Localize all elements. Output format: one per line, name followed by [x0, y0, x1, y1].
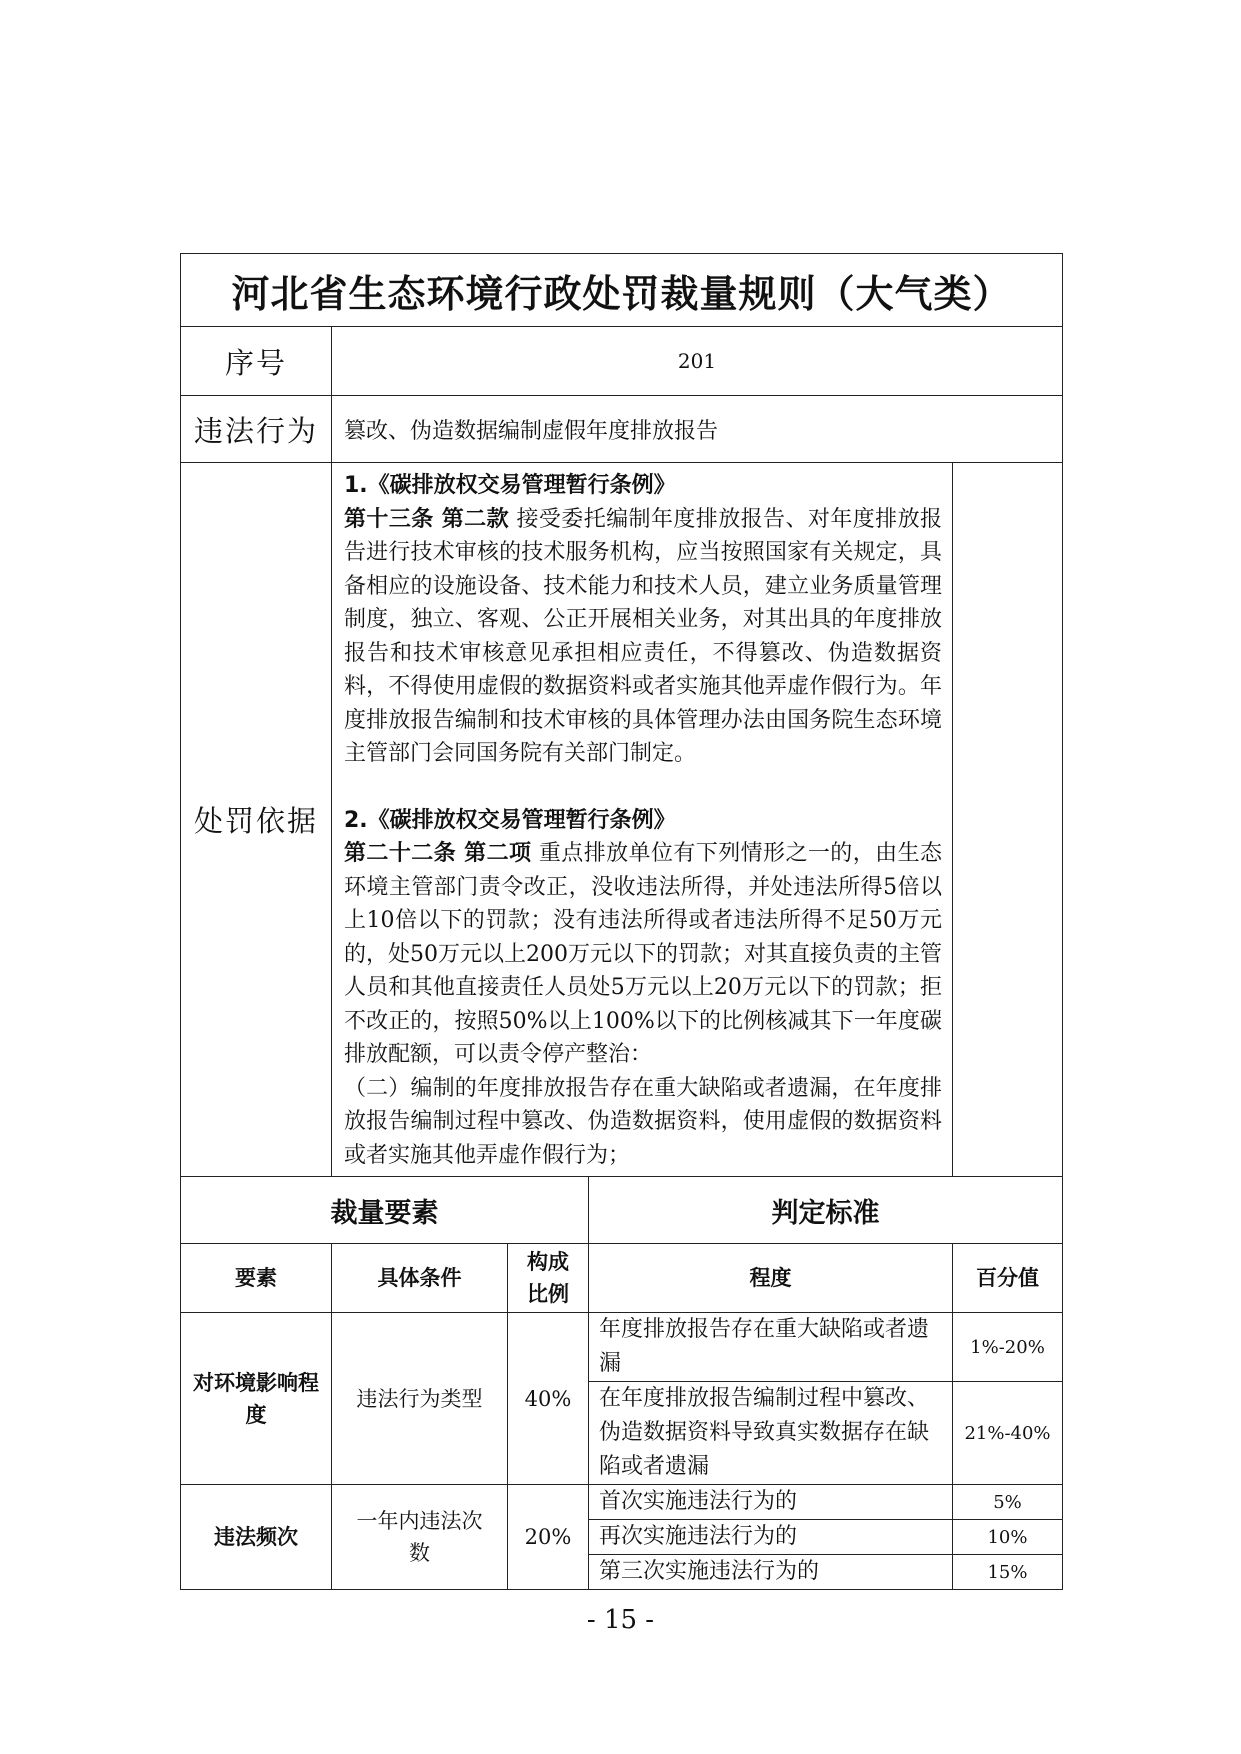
factor-1-ratio: 40% — [508, 1313, 589, 1485]
factor-1-name: 对环境影响程度 — [181, 1313, 332, 1485]
factor-2-name: 违法频次 — [181, 1485, 332, 1590]
factor-1-condition: 违法行为类型 — [332, 1313, 508, 1485]
violation-label: 违法行为 — [181, 396, 332, 463]
basis-item2-title: 2.《碳排放权交易管理暂行条例》 — [344, 807, 676, 833]
section-header-factors: 裁量要素 — [181, 1177, 589, 1244]
factor-2-percent-3: 15% — [953, 1555, 1063, 1590]
col-condition: 具体条件 — [332, 1244, 508, 1313]
factor-2-percent-2: 10% — [953, 1520, 1063, 1555]
factor-2-degree-2: 再次实施违法行为的 — [589, 1520, 953, 1555]
factor-1-degree-1: 年度排放报告存在重大缺陷或者遗漏 — [589, 1313, 953, 1382]
serial-value: 201 — [332, 327, 1063, 396]
col-degree: 程度 — [589, 1244, 953, 1313]
basis-item2-sub: （二）编制的年度排放报告存在重大缺陷或者遗漏，在年度排放报告编制过程中篡改、伪造数据资料，使用虚假的数据资料或者实施其他弄虚作假行为； — [344, 1075, 942, 1168]
basis-item2-text: 重点排放单位有下列情形之一的，由生态环境主管部门责令改正，没收违法所得，并处违法所得5倍以上10倍以下的罚款；没有违法所得或者违法所得不足50万元的，处50万元以上200万元以下的罚款；对其直接负责的主管人员和其他直接责任人员处5万元以上20万元以下的罚款；拒不改正的，按照50%以上100%以下的比例核减其下一年度碳排放配额，可以责令停产整治： — [344, 841, 942, 1067]
factor-1-degree-2: 在年度排放报告编制过程中篡改、伪造数据资料导致真实数据存在缺陷或者遗漏 — [589, 1382, 953, 1485]
basis-content — [332, 463, 953, 1177]
col-percent: 百分值 — [953, 1244, 1063, 1313]
table-title: 河北省生态环境行政处罚裁量规则（大气类） — [181, 254, 1063, 327]
basis-item1-text: 接受委托编制年度排放报告、对年度排放报告进行技术审核的技术服务机构，应当按照国家有关规定，具备相应的设施设备、技术能力和技术人员，建立业务质量管理制度，独立、客观、公正开展相关业务，对其出具的年度排放报告和技术审核意见承担相应责任，不得篡改、伪造数据资料，不得使用虚假的数据资料或者实施其他弄虚作假行为。年度排放报告编制和技术审核的具体管理办法由国务院生态环境主管部门会同国务院有关部门制定。 — [344, 506, 942, 766]
basis-item2-body — [344, 837, 942, 1072]
penalty-rule-table — [180, 253, 1063, 1590]
factor-2-percent-1: 5% — [953, 1485, 1063, 1520]
section-header-standards: 判定标准 — [589, 1177, 1063, 1244]
factor-1-percent-2: 21%-40% — [953, 1382, 1063, 1485]
factor-2-ratio: 20% — [508, 1485, 589, 1590]
page-number: - 15 - — [586, 1605, 655, 1635]
basis-item1-title: 1.《碳排放权交易管理暂行条例》 — [344, 473, 676, 498]
factor-2-degree-3: 第三次实施违法行为的 — [589, 1555, 953, 1590]
col-factor: 要素 — [181, 1244, 332, 1313]
violation-value: 篡改、伪造数据编制虚假年度排放报告 — [332, 396, 1063, 463]
col-ratio: 构成比例 — [508, 1244, 589, 1313]
factor-1-percent-1: 1%-20% — [953, 1313, 1063, 1382]
serial-label: 序号 — [181, 327, 332, 396]
basis-item2-clause: 第二十二条 第二项 — [344, 841, 532, 866]
basis-label: 处罚依据 — [181, 463, 332, 1177]
basis-item1-clause: 第十三条 第二款 — [344, 506, 510, 532]
basis-item1-body — [344, 503, 942, 771]
factor-2-condition: 一年内违法次数 — [332, 1485, 508, 1590]
factor-2-degree-1: 首次实施违法行为的 — [589, 1485, 953, 1520]
